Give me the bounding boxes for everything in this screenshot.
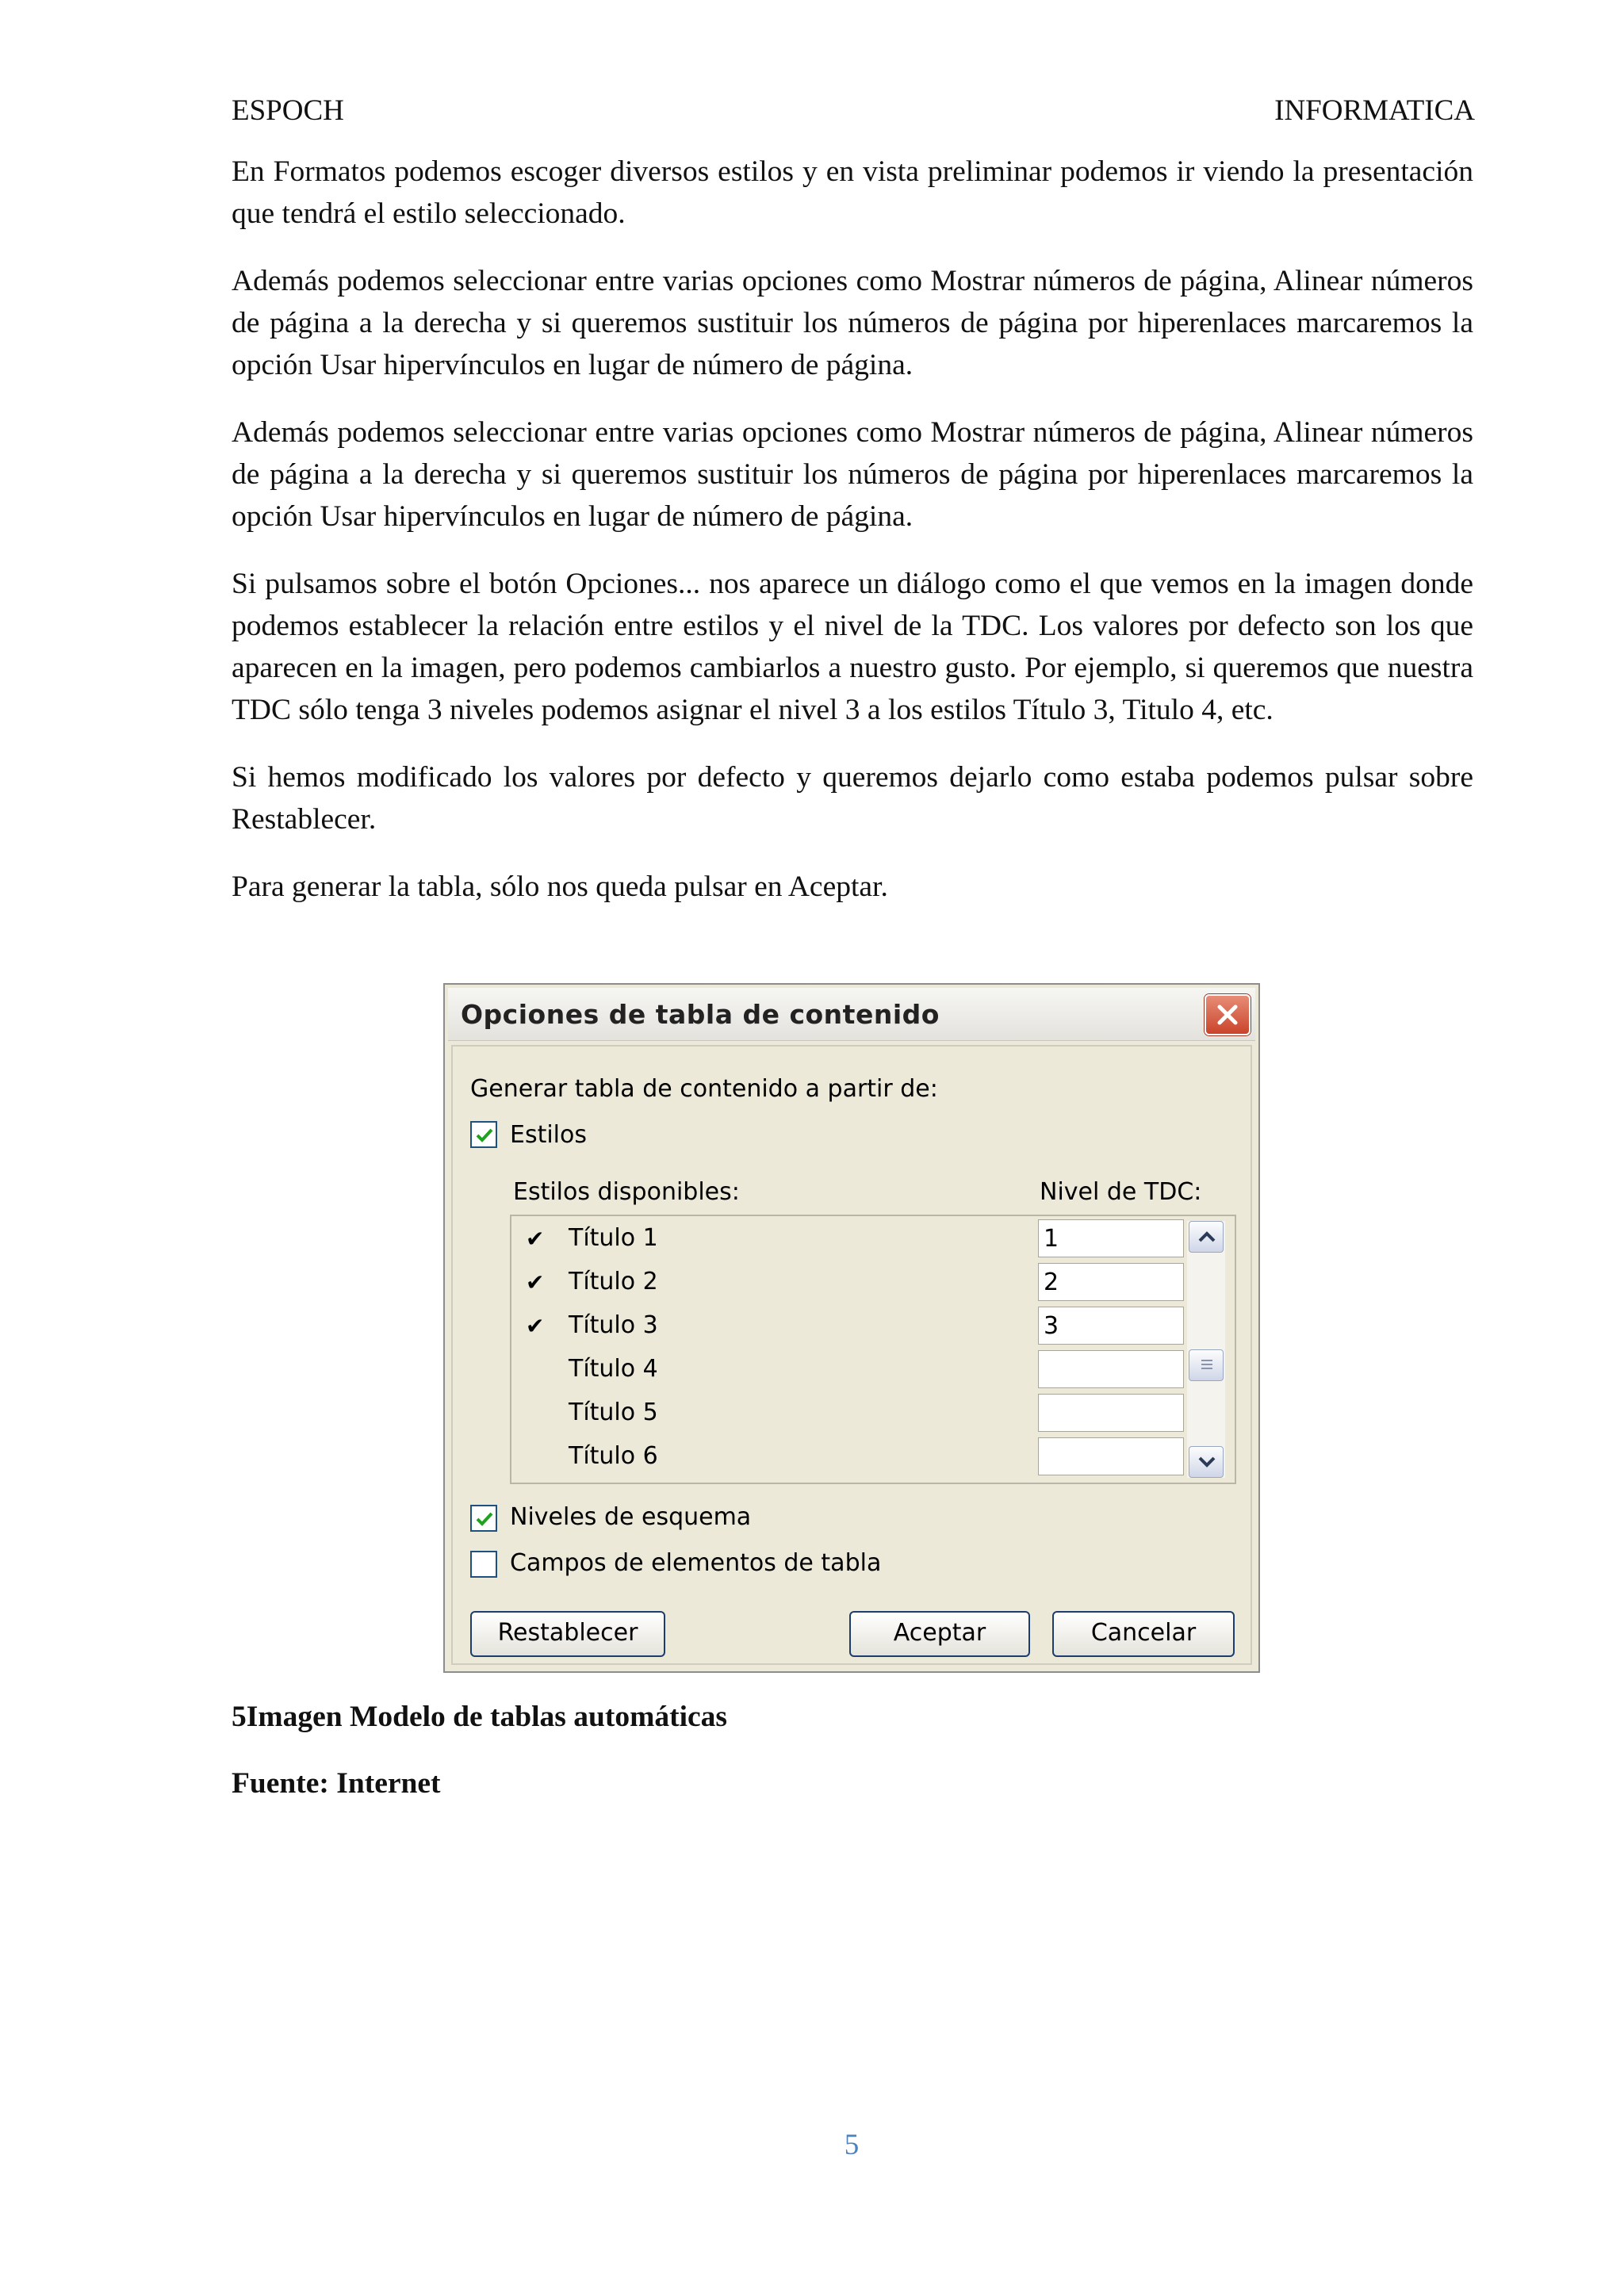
- scroll-up-button[interactable]: [1189, 1221, 1224, 1253]
- style-row-titulo-1[interactable]: [511, 1216, 1051, 1260]
- scroll-thumb[interactable]: [1189, 1349, 1224, 1381]
- style-name: Título 6: [569, 1442, 658, 1470]
- chevron-up-icon: [1197, 1228, 1217, 1246]
- paragraph-6: Para generar la tabla, sólo nos queda pulsar en Aceptar.: [232, 871, 888, 903]
- paragraph-1: En Formatos podemos escoger diversos estilos y en vista preliminar podemos ir viendo la presentación que tendrá el estilo seleccionado.: [232, 155, 1473, 230]
- style-row-titulo-6[interactable]: [511, 1434, 1051, 1478]
- level-input-1[interactable]: 1: [1038, 1219, 1184, 1257]
- estilos-label: Estilos: [510, 1121, 588, 1149]
- level-input-6[interactable]: [1038, 1437, 1184, 1475]
- style-row-titulo-2[interactable]: [511, 1260, 1051, 1303]
- paragraph-2: Además podemos seleccionar entre varias opciones como Mostrar números de página, Alinear números de página a la derecha y si queremos sustituir los números de página por hiperenlaces marcaremos la opción Usar hipervínculos en lugar de número de página.: [232, 265, 1473, 381]
- page-number: 5: [844, 2129, 860, 2161]
- table-fields-checkbox[interactable]: [470, 1551, 497, 1578]
- style-row-titulo-3[interactable]: [511, 1303, 1051, 1347]
- available-styles-label: Estilos disponibles:: [513, 1178, 740, 1206]
- cancel-button[interactable]: Cancelar: [1052, 1611, 1235, 1657]
- reset-button[interactable]: Restablecer: [470, 1611, 665, 1657]
- grip-icon: [1197, 1357, 1217, 1374]
- generate-from-label: Generar tabla de contenido a partir de:: [470, 1075, 938, 1103]
- style-name: Título 2: [569, 1268, 658, 1295]
- dialog-titlebar[interactable]: [448, 988, 1255, 1041]
- paragraph-3: Además podemos seleccionar entre varias opciones como Mostrar números de página, Alinear números de página a la derecha y si queremos sustituir los números de página por hiperenlaces marcaremos la opción Usar hipervínculos en lugar de número de página.: [232, 416, 1473, 533]
- style-row-titulo-5[interactable]: [511, 1391, 1051, 1434]
- checkmark-icon: ✔: [526, 1226, 545, 1252]
- figure-caption: 5Imagen Modelo de tablas automáticas: [232, 1701, 727, 1733]
- level-input-2[interactable]: 2: [1038, 1263, 1184, 1301]
- paragraph-5: Si hemos modificado los valores por defecto y queremos dejarlo como estaba podemos pulsar sobre Restablecer.: [232, 761, 1473, 836]
- body-text: [232, 151, 1473, 933]
- dialog-title: Opciones de tabla de contenido: [461, 999, 940, 1030]
- outline-levels-label: Niveles de esquema: [510, 1503, 752, 1531]
- dialog-body: [451, 1045, 1252, 1665]
- style-name: Título 1: [569, 1224, 658, 1252]
- close-icon: [1216, 1003, 1239, 1027]
- toc-level-label: Nivel de TDC:: [1040, 1178, 1202, 1206]
- scroll-down-button[interactable]: [1189, 1446, 1224, 1478]
- check-icon: [474, 1509, 495, 1529]
- level-input-5[interactable]: [1038, 1394, 1184, 1432]
- check-icon: [474, 1125, 495, 1146]
- styles-scrollbar[interactable]: [1187, 1221, 1225, 1478]
- style-name: Título 3: [569, 1311, 658, 1339]
- estilos-checkbox[interactable]: [470, 1121, 497, 1148]
- figure-source: Fuente: Internet: [232, 1767, 441, 1800]
- checkmark-icon: ✔: [526, 1313, 545, 1339]
- header-right: INFORMATICA: [1274, 94, 1475, 127]
- header-left: ESPOCH: [232, 94, 344, 127]
- style-name: Título 4: [569, 1355, 658, 1383]
- outline-levels-checkbox[interactable]: [470, 1505, 497, 1532]
- level-input-4[interactable]: [1038, 1350, 1184, 1388]
- ok-button[interactable]: Aceptar: [849, 1611, 1030, 1657]
- table-fields-label: Campos de elementos de tabla: [510, 1549, 882, 1577]
- style-name: Título 5: [569, 1399, 658, 1426]
- level-input-3[interactable]: 3: [1038, 1307, 1184, 1345]
- styles-list[interactable]: [510, 1215, 1236, 1484]
- chevron-down-icon: [1197, 1453, 1217, 1471]
- toc-options-dialog: [443, 983, 1260, 1673]
- style-row-titulo-4[interactable]: [511, 1347, 1051, 1391]
- close-button[interactable]: [1205, 994, 1251, 1035]
- paragraph-4: Si pulsamos sobre el botón Opciones... nos aparece un diálogo como el que vemos en la imagen donde podemos establecer la relación entre estilos y el nivel de la TDC. Los valores por defecto son los que aparecen en la imagen, pero podemos cambiarlos a nuestro gusto. Por ejemplo, si queremos que nuestra TDC sólo tenga 3 niveles podemos asignar el nivel 3 a los estilos Título 3, Titulo 4, etc.: [232, 568, 1473, 726]
- checkmark-icon: ✔: [526, 1269, 545, 1295]
